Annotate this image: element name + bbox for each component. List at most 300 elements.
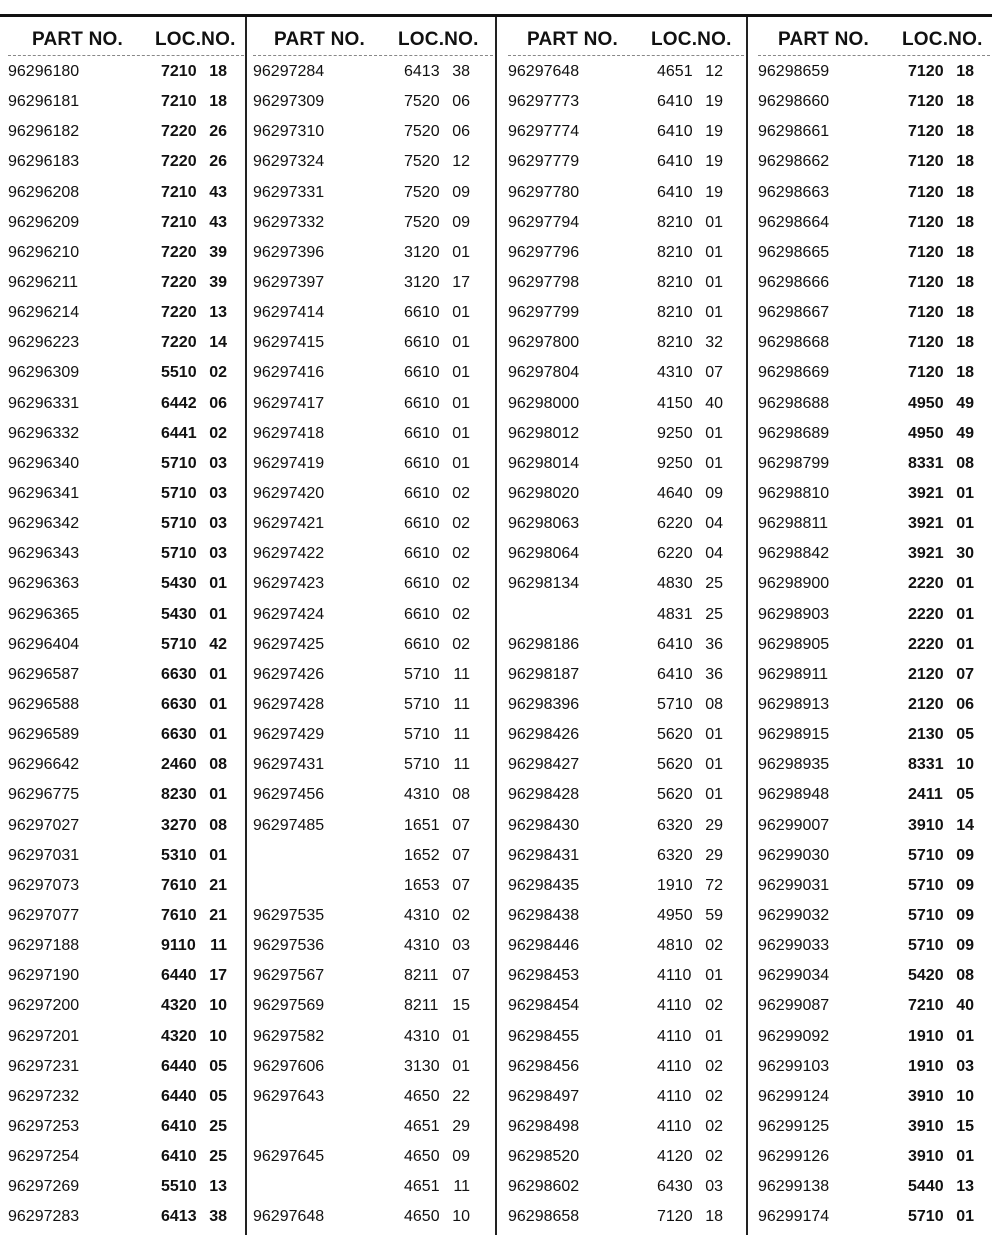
location-suffix: 02 <box>705 1087 723 1105</box>
location-code: 7120 <box>908 243 944 261</box>
location-code: 3120 <box>404 243 440 261</box>
table-row <box>508 931 744 961</box>
location-number <box>161 871 227 901</box>
part-number: 96299103 <box>758 1057 830 1075</box>
location-suffix: 40 <box>705 394 723 412</box>
location-number <box>657 931 723 961</box>
location-number <box>404 147 470 177</box>
location-number <box>908 358 974 388</box>
table-row <box>758 1082 990 1112</box>
location-suffix: 01 <box>705 726 723 744</box>
location-code: 3921 <box>908 515 944 533</box>
location-code: 5710 <box>161 515 197 533</box>
location-number <box>908 780 974 810</box>
location-code: 6610 <box>404 515 440 533</box>
location-code: 2130 <box>908 726 944 744</box>
table-row <box>253 57 493 87</box>
part-number: 96297201 <box>8 1027 80 1045</box>
location-number <box>908 901 974 931</box>
location-suffix: 04 <box>705 515 723 533</box>
table-row <box>758 750 990 780</box>
table-row <box>8 660 244 690</box>
table-row <box>758 871 990 901</box>
part-number: 96298915 <box>758 726 830 744</box>
part-number: 96297284 <box>253 63 325 80</box>
location-code: 6320 <box>657 846 693 864</box>
location-suffix: 26 <box>209 153 227 171</box>
table-row <box>8 1052 244 1082</box>
part-number: 96297424 <box>253 605 325 623</box>
location-code: 5430 <box>161 605 197 623</box>
location-suffix: 13 <box>209 304 227 322</box>
location-code: 3910 <box>908 1117 944 1135</box>
location-number <box>908 1142 974 1172</box>
part-number: 96297794 <box>508 213 580 231</box>
location-code: 7220 <box>161 304 197 322</box>
location-suffix: 07 <box>956 665 974 683</box>
location-number <box>657 1142 723 1172</box>
table-row <box>253 178 493 208</box>
table-row <box>8 419 244 449</box>
location-code: 7210 <box>161 213 197 231</box>
table-row <box>8 720 244 750</box>
location-number <box>161 991 227 1021</box>
location-number <box>908 449 974 479</box>
location-number <box>657 600 723 630</box>
part-number: 96297077 <box>8 906 80 924</box>
location-code: 2120 <box>908 695 944 713</box>
part-number: 96297606 <box>253 1057 325 1075</box>
location-code: 7120 <box>908 63 944 80</box>
part-number: 96297188 <box>8 937 80 955</box>
location-suffix: 18 <box>956 183 974 201</box>
location-code: 4651 <box>404 1117 440 1135</box>
part-number: 96297027 <box>8 816 80 834</box>
column-divider <box>495 17 497 1235</box>
column-4 <box>758 17 990 1235</box>
part-number: 96298446 <box>508 937 580 955</box>
location-number <box>657 419 723 449</box>
location-number <box>404 539 470 569</box>
location-number <box>404 479 470 509</box>
location-code: 8211 <box>404 967 439 985</box>
table-row <box>8 630 244 660</box>
location-code: 7220 <box>161 273 197 291</box>
location-suffix: 09 <box>452 213 470 231</box>
location-code: 5710 <box>908 876 944 894</box>
part-number: 96298688 <box>758 394 830 412</box>
location-number <box>161 147 227 177</box>
location-number <box>908 1172 974 1202</box>
location-suffix: 02 <box>452 906 470 924</box>
table-row <box>508 238 744 268</box>
location-suffix: 36 <box>705 635 723 653</box>
location-code: 6610 <box>404 605 440 623</box>
location-suffix: 08 <box>209 816 227 834</box>
location-suffix: 01 <box>956 635 974 653</box>
location-number <box>161 238 227 268</box>
location-code: 5310 <box>161 846 197 864</box>
location-number <box>161 389 227 419</box>
part-number: 96297309 <box>253 93 325 111</box>
location-suffix: 02 <box>705 1148 723 1166</box>
part-number: 96297419 <box>253 454 325 472</box>
location-number <box>657 358 723 388</box>
location-number <box>657 147 723 177</box>
location-number <box>161 87 227 117</box>
loc-no-header: LOC.NO. <box>398 29 479 50</box>
location-code: 4950 <box>908 424 944 442</box>
location-suffix: 18 <box>956 334 974 352</box>
table-row <box>8 539 244 569</box>
location-code: 4651 <box>657 63 693 80</box>
table-row <box>758 509 990 539</box>
table-row <box>8 268 244 298</box>
location-suffix: 09 <box>956 846 974 864</box>
part-number: 96298842 <box>758 545 830 563</box>
location-code: 3130 <box>404 1057 440 1075</box>
location-code: 5620 <box>657 756 693 774</box>
table-row <box>253 1112 493 1142</box>
part-number: 96299138 <box>758 1178 830 1196</box>
location-number <box>161 690 227 720</box>
location-number <box>908 1022 974 1052</box>
location-suffix: 01 <box>452 364 470 382</box>
part-number: 96298668 <box>758 334 830 352</box>
part-number: 96298187 <box>508 665 580 683</box>
location-number <box>908 871 974 901</box>
location-number <box>657 720 723 750</box>
table-row <box>8 991 244 1021</box>
location-suffix: 18 <box>956 213 974 231</box>
location-code: 3270 <box>161 816 197 834</box>
location-suffix: 05 <box>956 726 974 744</box>
table-row <box>253 449 493 479</box>
location-code: 5710 <box>161 484 197 502</box>
part-number: 96298455 <box>508 1027 580 1045</box>
table-row <box>8 358 244 388</box>
location-suffix: 40 <box>956 997 974 1015</box>
location-code: 7520 <box>404 123 440 141</box>
part-number: 96298134 <box>508 575 580 593</box>
location-suffix: 02 <box>452 575 470 593</box>
location-code: 5710 <box>404 726 440 744</box>
table-row <box>758 268 990 298</box>
location-code: 6610 <box>404 545 440 563</box>
location-number <box>657 811 723 841</box>
location-number <box>657 750 723 780</box>
location-number <box>657 208 723 238</box>
part-number: 96297779 <box>508 153 580 171</box>
location-code: 1651 <box>404 816 440 834</box>
table-row <box>8 780 244 810</box>
location-code: 6410 <box>657 153 693 171</box>
location-number <box>908 268 974 298</box>
part-number: 96298520 <box>508 1148 580 1166</box>
location-suffix: 01 <box>956 1148 974 1166</box>
location-suffix: 30 <box>956 545 974 563</box>
location-suffix: 17 <box>209 967 227 985</box>
table-row <box>758 600 990 630</box>
table-row <box>758 479 990 509</box>
location-suffix: 01 <box>705 967 723 985</box>
loc-no-header: LOC.NO. <box>902 29 983 50</box>
location-number <box>908 479 974 509</box>
location-code: 4310 <box>404 1027 440 1045</box>
location-code: 6410 <box>161 1148 197 1166</box>
location-number <box>404 1082 470 1112</box>
part-number: 96298811 <box>758 515 828 533</box>
location-suffix: 72 <box>705 876 723 894</box>
location-number <box>404 871 470 901</box>
table-row <box>758 991 990 1021</box>
table-row <box>758 1022 990 1052</box>
loc-no-header: LOC.NO. <box>155 29 236 50</box>
location-code: 3921 <box>908 484 944 502</box>
table-row <box>758 660 990 690</box>
part-number: 96296341 <box>8 484 80 502</box>
part-number: 96298438 <box>508 906 580 924</box>
location-number <box>657 780 723 810</box>
location-suffix: 21 <box>209 906 227 924</box>
table-row <box>758 901 990 931</box>
location-number <box>161 1142 227 1172</box>
location-suffix: 01 <box>452 334 470 352</box>
column-header <box>8 17 244 57</box>
part-number: 96299030 <box>758 846 830 864</box>
table-row <box>8 389 244 419</box>
part-number: 96297648 <box>253 1208 325 1226</box>
part-number: 96296214 <box>8 304 80 322</box>
location-suffix: 01 <box>956 605 974 623</box>
location-number <box>161 569 227 599</box>
table-row <box>8 208 244 238</box>
location-suffix: 03 <box>209 515 227 533</box>
location-number <box>908 117 974 147</box>
table-row <box>253 328 493 358</box>
part-number: 96298186 <box>508 635 580 653</box>
part-number: 96297425 <box>253 635 325 653</box>
location-number <box>161 1202 227 1232</box>
location-suffix: 01 <box>705 756 723 774</box>
location-suffix: 29 <box>705 816 723 834</box>
part-number: 96297429 <box>253 726 325 744</box>
part-number: 96297283 <box>8 1208 80 1226</box>
location-number <box>404 57 470 87</box>
part-number: 96298663 <box>758 183 830 201</box>
location-code: 5510 <box>161 364 197 382</box>
location-suffix: 18 <box>705 1208 723 1226</box>
table-row <box>508 147 744 177</box>
location-suffix: 43 <box>209 183 227 201</box>
table-row <box>253 208 493 238</box>
location-number <box>908 328 974 358</box>
location-suffix: 07 <box>705 364 723 382</box>
table-row <box>253 811 493 841</box>
location-code: 8210 <box>657 304 693 322</box>
location-code: 5620 <box>657 726 693 744</box>
table-row <box>508 660 744 690</box>
table-row <box>8 328 244 358</box>
location-code: 4650 <box>404 1208 440 1226</box>
part-number: 96296182 <box>8 123 80 141</box>
location-number <box>161 419 227 449</box>
location-number <box>908 1082 974 1112</box>
location-code: 5710 <box>404 695 440 713</box>
location-suffix: 38 <box>452 63 470 80</box>
table-row <box>508 1052 744 1082</box>
part-number: 96298456 <box>508 1057 580 1075</box>
part-number: 96296589 <box>8 726 80 744</box>
location-number <box>657 690 723 720</box>
location-code: 5430 <box>161 575 197 593</box>
table-row <box>253 1022 493 1052</box>
rows <box>758 57 990 1232</box>
location-suffix: 01 <box>452 424 470 442</box>
location-number <box>657 1172 723 1202</box>
location-number <box>908 208 974 238</box>
location-code: 4950 <box>657 906 693 924</box>
location-suffix: 18 <box>956 123 974 141</box>
location-code: 5710 <box>908 846 944 864</box>
table-row <box>8 57 244 87</box>
location-suffix: 15 <box>956 1117 974 1135</box>
location-code: 7120 <box>657 1208 693 1226</box>
part-number: 96298396 <box>508 695 580 713</box>
table-row <box>8 509 244 539</box>
location-suffix: 25 <box>705 575 723 593</box>
location-suffix: 01 <box>209 846 227 864</box>
location-suffix: 03 <box>209 454 227 472</box>
table-row <box>8 87 244 117</box>
location-code: 6610 <box>404 424 440 442</box>
location-number <box>657 569 723 599</box>
location-code: 6430 <box>657 1178 693 1196</box>
table-row <box>253 479 493 509</box>
location-suffix: 13 <box>209 1178 227 1196</box>
table-row <box>253 117 493 147</box>
part-number: 96297397 <box>253 273 325 291</box>
part-number: 96296309 <box>8 364 80 382</box>
location-number <box>908 630 974 660</box>
part-number: 96296210 <box>8 243 80 261</box>
location-code: 1652 <box>404 846 440 864</box>
location-code: 6610 <box>404 394 440 412</box>
part-number: 96297582 <box>253 1027 325 1045</box>
location-number <box>161 1112 227 1142</box>
part-number: 96299092 <box>758 1027 830 1045</box>
location-number <box>161 841 227 871</box>
location-number <box>161 780 227 810</box>
part-number: 96297648 <box>508 63 580 80</box>
part-number: 96298662 <box>758 153 830 171</box>
table-row <box>253 509 493 539</box>
location-suffix: 09 <box>705 484 723 502</box>
loc-no-header: LOC.NO. <box>651 29 732 50</box>
location-code: 6610 <box>404 484 440 502</box>
table-row <box>508 57 744 87</box>
part-number: 96299034 <box>758 967 830 985</box>
rows <box>253 57 493 1232</box>
part-number: 96297796 <box>508 243 580 261</box>
location-code: 5710 <box>161 545 197 563</box>
location-suffix: 05 <box>956 786 974 804</box>
table-row <box>508 690 744 720</box>
part-number: 96297396 <box>253 243 325 261</box>
part-number: 96297415 <box>253 334 325 352</box>
location-code: 6442 <box>161 394 197 412</box>
location-number <box>404 208 470 238</box>
location-suffix: 10 <box>209 1027 227 1045</box>
table-row <box>8 1082 244 1112</box>
location-code: 1910 <box>657 876 693 894</box>
table-row <box>253 419 493 449</box>
part-number: 96299033 <box>758 937 830 955</box>
location-number <box>404 1142 470 1172</box>
part-number: 96298810 <box>758 484 830 502</box>
part-number: 96297456 <box>253 786 325 804</box>
location-suffix: 01 <box>209 605 227 623</box>
table-row <box>253 358 493 388</box>
table-row <box>253 961 493 991</box>
location-suffix: 29 <box>452 1117 470 1135</box>
location-number <box>657 449 723 479</box>
location-number <box>657 630 723 660</box>
table-row <box>508 419 744 449</box>
part-number: 96297416 <box>253 364 325 382</box>
location-number <box>161 961 227 991</box>
part-number: 96296332 <box>8 424 80 442</box>
location-suffix: 01 <box>956 1027 974 1045</box>
location-number <box>657 87 723 117</box>
table-row <box>758 720 990 750</box>
location-code: 4810 <box>657 937 693 955</box>
table-row <box>508 509 744 539</box>
part-number: 96298064 <box>508 545 580 563</box>
location-code: 4310 <box>404 906 440 924</box>
location-suffix: 10 <box>956 1087 974 1105</box>
part-number: 96297310 <box>253 123 325 141</box>
part-number: 96298665 <box>758 243 830 261</box>
part-no-header: PART NO. <box>527 29 618 50</box>
table-row <box>253 871 493 901</box>
table-row <box>8 298 244 328</box>
part-no-header: PART NO. <box>778 29 869 50</box>
location-suffix: 13 <box>956 1178 974 1196</box>
part-number: 96296180 <box>8 63 80 80</box>
location-suffix: 19 <box>705 93 723 111</box>
table-row <box>253 298 493 328</box>
location-suffix: 10 <box>452 1208 470 1226</box>
location-suffix: 09 <box>452 1148 470 1166</box>
location-code: 8230 <box>161 786 197 804</box>
table-row <box>508 117 744 147</box>
part-number: 96298666 <box>758 273 830 291</box>
location-number <box>657 238 723 268</box>
part-number: 96297800 <box>508 334 580 352</box>
location-code: 5710 <box>404 756 440 774</box>
table-row <box>758 1052 990 1082</box>
table-row <box>758 328 990 358</box>
location-code: 7520 <box>404 213 440 231</box>
table-row <box>758 811 990 841</box>
part-number: 96297804 <box>508 364 580 382</box>
location-suffix: 32 <box>705 334 723 352</box>
part-number: 96297332 <box>253 213 325 231</box>
location-suffix: 07 <box>452 846 470 864</box>
location-suffix: 01 <box>705 1027 723 1045</box>
table-row <box>758 449 990 479</box>
